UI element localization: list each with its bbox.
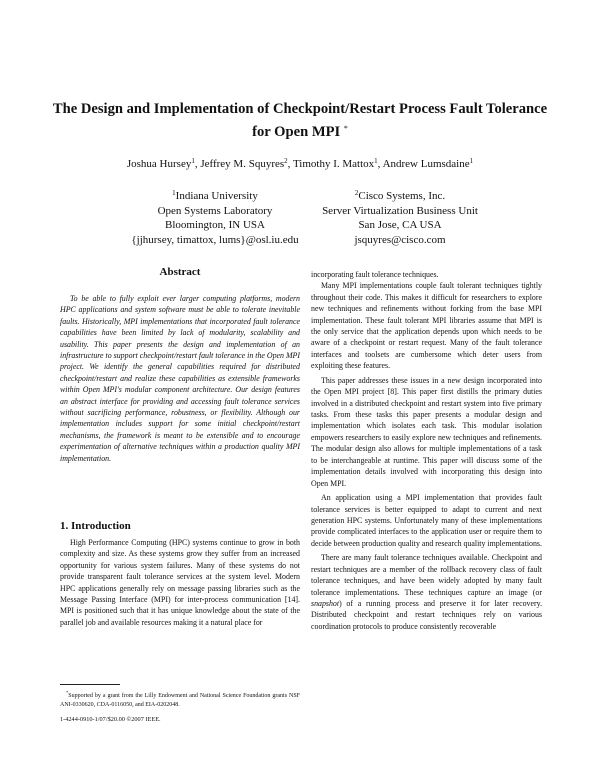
author-list xyxy=(40,154,560,171)
paragraph: This paper addresses these issues in a new design incorporated into the Open MPI project [8]. This paper first distills the primary duties involved in a distributed checkpoint and restart system into five primary tasks. From these tasks this paper presents a modular design and implementation which isolates each task. This modular isolation empowers researchers to easily explore new techniques and refinements. The modular design also allows for multiple implementations of a task to be interchangeable at runtime. This paper will discuss some of the implementation details involved with incorporating this design into Open MPI. xyxy=(311,375,542,488)
author: Jeffrey M. Squyres$^2$, xyxy=(200,157,293,170)
title-line-1: The Design and Implementation of Checkpoint/Restart Process Fault Tolerance xyxy=(52,101,548,117)
paragraph: incorporating fault tolerance techniques. xyxy=(311,270,439,279)
author: Joshua Hursey$^1$, xyxy=(126,157,201,170)
footnote-rule xyxy=(60,684,120,685)
introduction-body xyxy=(60,537,300,628)
affiliation-indiana: $^1$Indiana University Open Systems Laboratory Bloomington, IN USA {jjhursey, timattox, lums}@osl.iu.edu xyxy=(95,186,335,247)
affiliation-email: jsquyres@cisco.com xyxy=(354,233,446,246)
right-column-body xyxy=(311,269,542,632)
title-line-2 xyxy=(40,119,560,142)
paper-title xyxy=(40,100,560,142)
paragraph: There are many fault tolerance techniques available. Checkpoint and restart techniques are a member of the rollback recovery class of fault tolerance techniques, and have been widely adopted by many fault tolerance implementations. These techniques capture an image (or snapshot) of a running process and preserve it for later recovery. Distributed checkpoint and restart techniques rely on various coordination protocols to produce consistently recoverable xyxy=(311,553,542,631)
affiliation-cisco: $^2$Cisco Systems, Inc. Server Virtualization Business Unit San Jose, CA USA jsquyres@cisco.com xyxy=(300,186,500,247)
section-heading-introduction: 1. Introduction xyxy=(60,520,131,532)
title-line-2-text: for Open MPI xyxy=(252,124,341,140)
footnote: *Supported by a grant from the Lilly Endowment and National Science Foundation grants NSF ANI-0330620, CDA-0116050, and EIA-0202048. xyxy=(60,690,300,708)
title-footnote-mark: * xyxy=(343,124,348,133)
intro-paragraph: High Performance Computing (HPC) systems continue to grow in both complexity and size. As these systems grow they suffer from an increased opportunity for various system failures. Many of these systems do not provide transparent fault tolerance services at the system level. Modern HPC applications generally rely on message passing libraries such as the Message Passing Interface (MPI) for inter-process communication [14]. MPI is positioned such that it has unique knowledge about the state of the parallel job and available resources making it a natural place for xyxy=(60,538,300,627)
abstract-body xyxy=(60,293,300,464)
author: Andrew Lumsdaine$^1$ xyxy=(382,157,474,170)
copyright-line: 1-4244-0910-1/07/$20.00 ©2007 IEEE. xyxy=(60,716,161,723)
paragraph: Many MPI implementations couple fault tolerant techniques tightly throughout their code. This makes it difficult for researchers to explore new techniques and refinements without forking from the base MPI implementation. These fault tolerant MPI libraries assume that MPI is the only service that the application depends upon which needs to be aware of a checkpoint or restart request. Many of the fault tolerance interfaces and toolsets are cumbersome which deter users from exploiting these features. xyxy=(311,281,542,371)
affiliation-email: {jjhursey, timattox, lums}@osl.iu.edu xyxy=(131,233,299,246)
paragraph: An application using a MPI implementation that provides fault tolerance services is better equipped to adapt to current and next generation HPC systems. Unfortunately many of these implementations provide complicated interfaces to the application user or require them to decide between production quality and research quality implementations. xyxy=(311,493,542,548)
abstract-heading: Abstract xyxy=(159,266,201,278)
author: Timothy I. Mattox$^1$, xyxy=(292,157,383,170)
abstract-paragraph: To be able to fully exploit ever larger computing platforms, modern HPC applications and system software must be able to tolerate inevitable faults. Historically, MPI implementations that incorporated fault tolerance capabilities have been limited by lack of modularity, scalability and usability. This paper presents the design and implementation of an infrastructure to support checkpoint/restart fault tolerance in the Open MPI project. We identify the general capabilities required for distributed checkpoint/restart and realize these capabilities as extensible frameworks within Open MPI's modular component architecture. Our design features an abstract interface for providing and accessing fault tolerance services without sacrificing performance, robustness, or flexibility. Although our implementation includes support for some initial checkpoint/restart mechanisms, the framework is meant to be extensible and to encourage experimentation of alternative techniques within a production quality MPI implementation. xyxy=(60,294,300,463)
